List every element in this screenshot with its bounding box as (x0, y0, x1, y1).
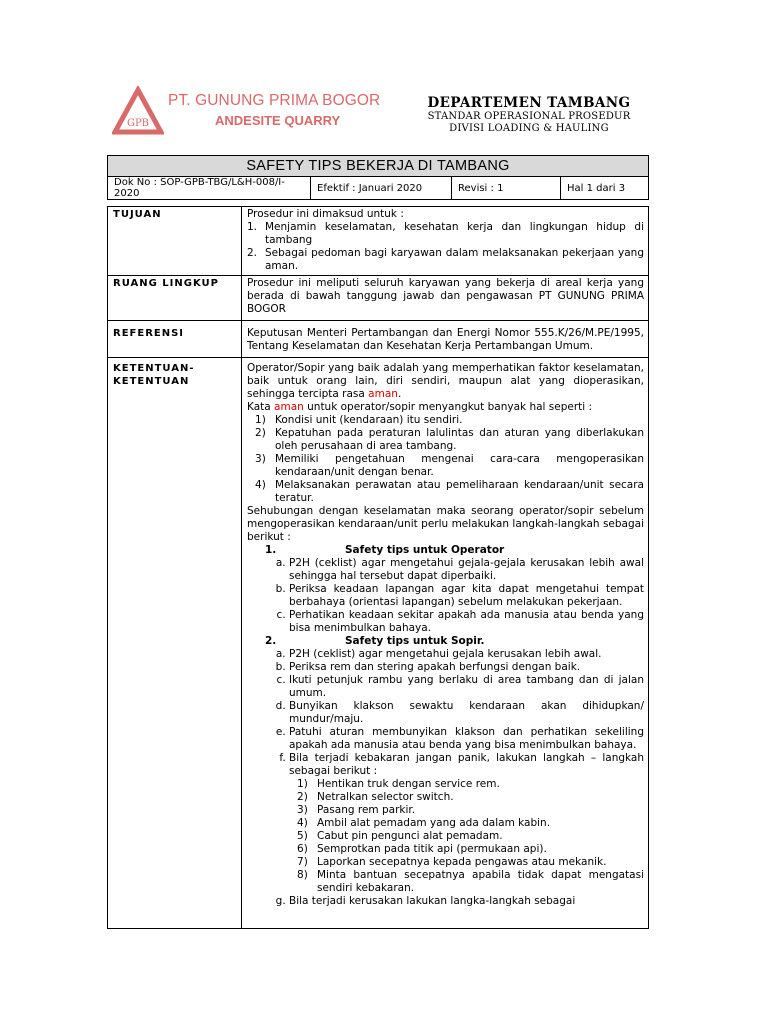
list-item: c. Perhatikan keadaan sekitar apakah ada manusia atau benda yang bisa menimbulkan bahaya. (289, 609, 644, 635)
content-tujuan (242, 207, 649, 276)
highlight-aman: aman (368, 388, 398, 400)
paragraph: Operator/Sopir yang baik adalah yang memperhatikan faktor keselamatan, baik untuk orang lain, diri sendiri, maupun alat yang dioperasikan, sehingga tercipta rasa aman. (247, 362, 644, 400)
list-item: 1. Menjamin keselamatan, kesehatan kerja dan lingkungan hidup di tambang (247, 221, 644, 246)
document-title: SAFETY TIPS BEKERJA DI TAMBANG (108, 156, 649, 177)
list-item: Kondisi unit (kendaraan) itu sendiri. (275, 414, 463, 426)
section-sopir-heading: 2. Safety tips untuk Sopir. (265, 635, 485, 647)
company-name: PT. GUNUNG PRIMA BOGOR (168, 92, 381, 109)
list-item: Melaksanakan perawatan atau pemeliharaan kendaraan/unit secara teratur. (275, 479, 644, 504)
label-referensi: REFERENSI (108, 321, 242, 358)
list-item: Pasang rem parkir. (317, 804, 416, 816)
list-item: Minta bantuan secepatnya apabila tidak dapat mengatasi sendiri kebakaran. (317, 869, 644, 894)
triangle-logo-icon (112, 86, 164, 136)
list-item: b. Periksa rem dan stering apakah berfungsi dengan baik. (289, 661, 644, 674)
paragraph: Kata aman untuk operator/sopir menyangkut banyak hal seperti : (247, 401, 593, 413)
effective-date: Efektif : Januari 2020 (311, 177, 452, 200)
list-item: Semprotkan pada titik api (permukaan api). (317, 843, 547, 855)
logo-mark: GPB (126, 118, 150, 129)
list-item: b. Periksa keadaan lapangan agar kita dapat mengetahui tempat berbahaya (orientasi lapangan) sebelum melakukan pekerjaan. (289, 583, 644, 609)
content-referensi: Keputusan Menteri Pertambangan dan Energi Nomor 555.K/26/M.PE/1995, Tentang Keselamatan dan Kesehatan Kerja Pertambangan Umum. (242, 321, 649, 358)
list-item: 2. Sebagai pedoman bagi karyawan dalam melaksanakan pekerjaan yang aman. (247, 247, 644, 272)
list-item: Hentikan truk dengan service rem. (317, 778, 500, 790)
department-header (405, 95, 653, 135)
table-row (108, 207, 649, 276)
table-row (108, 358, 649, 929)
section-operator-heading: 1. Safety tips untuk Operator (265, 544, 505, 556)
list-item: d. Bunyikan klakson sewaktu kendaraan akan dihidupkan/ mundur/maju. (289, 700, 644, 726)
tujuan-intro: Prosedur ini dimaksud untuk : (247, 208, 404, 220)
revision: Revisi : 1 (452, 177, 561, 200)
doc-number: Dok No : SOP-GPB-TBG/L&H-008/I-2020 (108, 177, 311, 200)
sopir-tips-list (247, 648, 644, 908)
content-ketentuan (242, 358, 649, 929)
division-line: DIVISI LOADING & HAULING (449, 123, 609, 134)
page-number: Hal 1 dari 3 (561, 177, 649, 200)
list-item: g. Bila terjadi kerusakan lakukan langka-langkah sebagai (289, 895, 644, 908)
department-title: DEPARTEMEN TAMBANG (427, 95, 631, 111)
list-item: Ambil alat pemadam yang ada dalam kabin. (317, 817, 551, 829)
highlight-aman: aman (274, 401, 304, 413)
table-row (108, 276, 649, 321)
operator-tips-list (247, 557, 644, 635)
fire-steps-list (289, 778, 644, 895)
company-logo (112, 86, 412, 136)
list-item: Netralkan selector switch. (317, 791, 454, 803)
list-item: Cabut pin pengunci alat pemadam. (317, 830, 503, 842)
content-ruang-lingkup: Prosedur ini meliputi seluruh karyawan yang bekerja di areal kerja yang berada di bawah tanggung jawab dan pengawasan PT GUNUNG PRIMA BOGOR (242, 276, 649, 321)
list-item: a. P2H (ceklist) agar mengetahui gejala kerusakan lebih awal. (289, 648, 644, 661)
list-item: f. Bila terjadi kebakaran jangan panik, lakukan langkah – langkah sebagai berikut : Hentikan truk dengan service rem. Netralkan selector switch. Pasang rem parkir. Ambil alat pemadam yang ada dalam kabin. Cabut pin pengunci alat pemadam. Semprotkan pada titik api (permukaan api). Laporkan secepatnya kepada pengawas atau mekanik. Minta bantuan secepatnya apabila tidak dapat mengatasi sendiri kebakaran. (289, 752, 644, 895)
document-title-block (107, 155, 649, 200)
quarry-name: ANDESITE QUARRY (215, 113, 341, 128)
list-item: Kepatuhan pada peraturan lalulintas dan aturan yang diberlakukan oleh perusahaan di area tambang. (275, 427, 644, 452)
list-item: Memiliki pengetahuan mengenai cara-cara mengoperasikan kendaraan/unit dengan benar. (275, 453, 644, 478)
procedure-table (107, 206, 649, 929)
list-item: a. P2H (ceklist) agar mengetahui gejala-gejala kerusakan lebih awal sehingga hal tersebut dapat diperbaiki. (289, 557, 644, 583)
table-row (108, 321, 649, 358)
paragraph: Sehubungan dengan keselamatan maka seorang operator/sopir sebelum mengoperasikan kendaraan/unit perlu melakukan langkah-langkah sebagai berikut : (247, 505, 644, 543)
aman-list (247, 414, 644, 505)
list-item: Laporkan secepatnya kepada pengawas atau mekanik. (317, 856, 607, 868)
list-item: e. Patuhi aturan membunyikan klakson dan perhatikan sekeliling apakah ada manusia atau benda yang bisa menimbulkan bahaya. (289, 726, 644, 752)
label-tujuan: TUJUAN (108, 207, 242, 276)
ketentuan-body (247, 362, 644, 928)
label-ruang-lingkup: RUANG LINGKUP (108, 276, 242, 321)
label-ketentuan: KETENTUAN-KETENTUAN (108, 358, 242, 929)
list-item: c. Ikuti petunjuk rambu yang berlaku di area tambang dan di jalan umum. (289, 674, 644, 700)
sop-line: STANDAR OPERASIONAL PROSEDUR (427, 111, 631, 122)
